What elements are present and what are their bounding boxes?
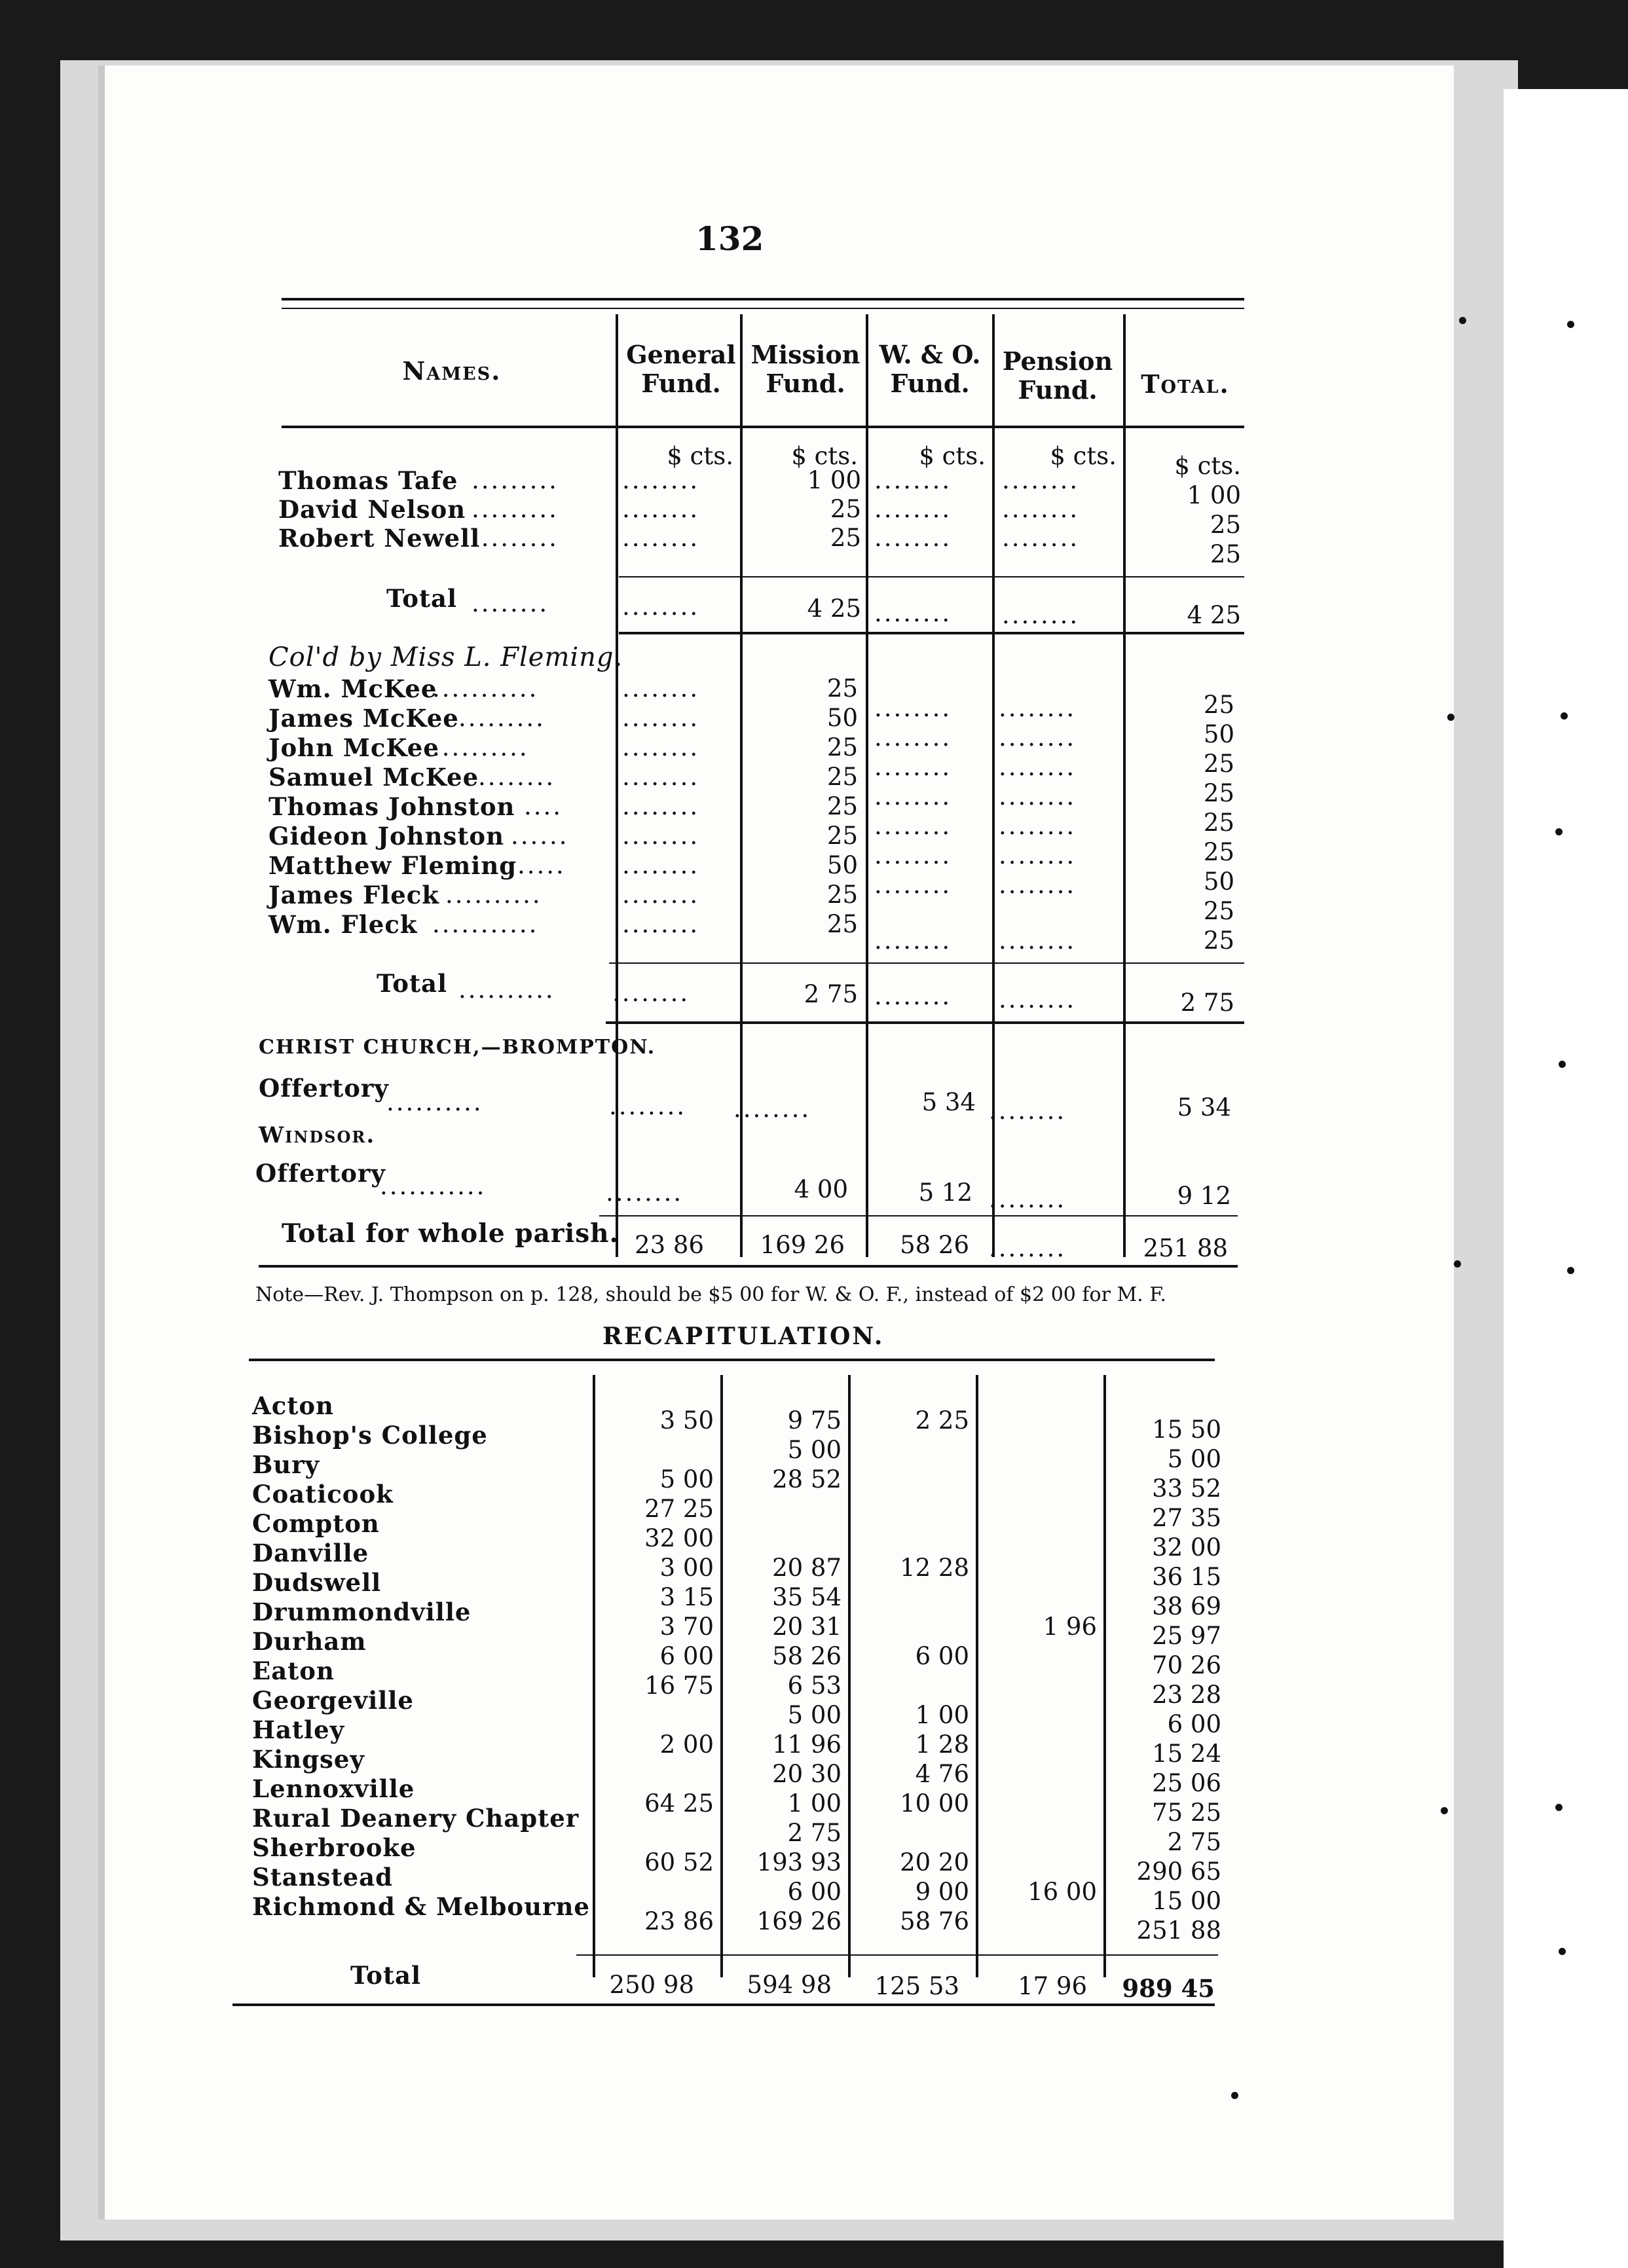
scan-speck [1555, 828, 1563, 835]
dot-leader: ........ [999, 694, 1077, 722]
table-cell: 5 12 [918, 1179, 972, 1207]
recap-mission: 5 00 [787, 1436, 842, 1464]
recap-name: Bury [252, 1450, 320, 1479]
dot-leader: .... [524, 792, 563, 820]
group-rule [619, 632, 1244, 634]
scan-speck [1559, 1948, 1566, 1955]
recap-total-general: 250 98 [609, 1971, 694, 1999]
recap-total: 33 52 [1152, 1474, 1221, 1503]
header-general-line2: Fund. [641, 369, 721, 398]
dot-leader: ........ [874, 871, 952, 899]
parish-rule [599, 1215, 1238, 1216]
dot-leader: ........ [999, 841, 1077, 869]
dot-leader: ......... [472, 495, 559, 523]
recap-mission: 20 87 [772, 1554, 842, 1582]
recap-total: 15 50 [1152, 1416, 1221, 1444]
recap-general: 3 15 [659, 1583, 714, 1611]
table-cell: 25 [830, 495, 861, 523]
header-mission-line2: Fund. [766, 369, 845, 398]
recap-general: 5 00 [659, 1465, 714, 1493]
total-label: Total [386, 584, 458, 613]
recap-wo: 58 76 [900, 1907, 969, 1935]
recap-mission: 169 26 [756, 1907, 842, 1935]
dot-leader: ........ [874, 723, 952, 752]
dot-leader: ........ [622, 495, 700, 523]
recap-total: 290 65 [1136, 1857, 1221, 1886]
list-item: Thomas Tafe [278, 466, 458, 495]
recap-total-rule [576, 1954, 1218, 1956]
recap-general: 3 50 [659, 1406, 714, 1435]
total-total: 4 25 [1187, 601, 1241, 629]
subtotal-rule [619, 576, 1244, 577]
table-cell: 50 [826, 851, 858, 879]
recap-general: 27 25 [644, 1495, 714, 1523]
table-cell: 25 [1203, 926, 1234, 955]
scan-speck [1459, 317, 1466, 324]
top-rule [282, 298, 1244, 301]
recap-name: Rural Deanery Chapter [252, 1804, 580, 1833]
table-cell: 50 [1203, 868, 1234, 896]
scan-speck [1559, 1061, 1566, 1068]
table-cell: 25 [826, 881, 858, 909]
list-item: John McKee [268, 733, 439, 762]
dot-leader: ........ [622, 822, 700, 850]
table-cell: 25 [830, 524, 861, 552]
recap-general: 16 75 [644, 1672, 714, 1700]
dot-leader: ......... [458, 704, 546, 732]
church-heading: CHRIST CHURCH,—BROMPTON. [259, 1036, 656, 1059]
recap-mission: 2 75 [787, 1819, 842, 1847]
recap-total: 36 15 [1152, 1563, 1221, 1591]
recap-general: 64 25 [644, 1789, 714, 1818]
scan-speck [1567, 321, 1574, 328]
recap-total: 75 25 [1152, 1799, 1221, 1827]
recap-total: 27 35 [1152, 1504, 1221, 1532]
list-item: Gideon Johnston [268, 822, 505, 850]
dot-leader: ........ [874, 841, 952, 869]
table-cell: 25 [1203, 897, 1234, 925]
list-item: Offertory [259, 1074, 389, 1103]
currency-wo: $ cts. [919, 442, 986, 470]
table-cell: 1 00 [1187, 481, 1241, 509]
dot-leader: ........ [874, 694, 952, 722]
dot-leader: ........... [432, 674, 539, 703]
total-mission: 2 75 [804, 980, 858, 1008]
scan-speck [1231, 2092, 1238, 2099]
recap-total-wo: 125 53 [874, 1972, 959, 2000]
list-item: Matthew Fleming [268, 851, 517, 880]
dot-leader: ........ [622, 851, 700, 879]
table-cell: 25 [826, 733, 858, 761]
dot-leader: ........ [622, 763, 700, 791]
recap-mission: 11 96 [772, 1730, 842, 1759]
subtotal-rule [609, 962, 1244, 964]
table-cell: 25 [826, 910, 858, 938]
dot-leader: ........ [622, 674, 700, 703]
recap-general: 23 86 [644, 1907, 714, 1935]
parish-total-label: Total for whole parish. [282, 1218, 620, 1249]
recap-wo: 12 28 [900, 1554, 969, 1582]
list-item: Samuel McKee [268, 763, 479, 792]
scan-speck [1454, 1260, 1461, 1268]
dot-leader: ........ [989, 1234, 1067, 1262]
parish-total-general: 23 86 [635, 1231, 704, 1259]
recap-col-line-1 [593, 1375, 595, 1977]
dot-leader: ........ [999, 782, 1077, 811]
dot-leader: ........ [622, 466, 700, 494]
recap-total: 251 88 [1136, 1916, 1221, 1945]
recap-general: 32 00 [644, 1524, 714, 1552]
recap-total: 2 75 [1167, 1828, 1221, 1856]
currency-pension: $ cts. [1050, 442, 1117, 470]
recap-name: Bishop's College [252, 1421, 488, 1450]
header-general-line1: General [626, 340, 736, 369]
dot-leader: ........ [1002, 601, 1080, 629]
scan-speck [1441, 1807, 1448, 1814]
recap-total: 23 28 [1152, 1681, 1221, 1709]
dot-leader: ........ [733, 1095, 811, 1123]
recap-mission: 6 53 [787, 1672, 842, 1700]
dot-leader: ........ [999, 812, 1077, 840]
recap-total-label: Total [350, 1961, 422, 1990]
recap-pension: 16 00 [1027, 1878, 1097, 1906]
dot-leader: ........ [874, 812, 952, 840]
recap-wo: 2 25 [915, 1406, 969, 1435]
currency-total: $ cts. [1174, 452, 1241, 480]
dot-leader: ........ [1002, 495, 1080, 523]
parish-total-wo: 58 26 [900, 1231, 969, 1259]
recap-total-mission: 594 98 [747, 1971, 832, 1999]
header-wo-line2: Fund. [890, 369, 970, 398]
header-names: Names. [402, 356, 502, 386]
currency-mission: $ cts. [791, 442, 858, 470]
recap-name: Lennoxville [252, 1774, 415, 1803]
recap-name: Compton [252, 1509, 380, 1538]
list-item: Wm. McKee [268, 674, 437, 703]
recap-general: 60 52 [644, 1848, 714, 1876]
currency-general: $ cts. [667, 442, 733, 470]
dot-leader: ........ [874, 495, 952, 523]
recap-col-line-5 [1103, 1375, 1106, 1977]
dot-leader: ........ [874, 753, 952, 781]
scan-speck [1567, 1267, 1574, 1274]
recap-name: Sherbrooke [252, 1833, 416, 1862]
recap-mission: 20 31 [772, 1613, 842, 1641]
recap-mission: 9 75 [787, 1406, 842, 1435]
scan-speck [1447, 714, 1454, 721]
recap-wo: 1 00 [915, 1701, 969, 1729]
recap-wo: 10 00 [900, 1789, 969, 1818]
recap-general: 6 00 [659, 1642, 714, 1670]
header-rule [282, 426, 1244, 428]
table-cell: 25 [826, 763, 858, 791]
recap-name: Hatley [252, 1715, 345, 1744]
recap-wo: 1 28 [915, 1730, 969, 1759]
dot-leader: ........ [472, 589, 549, 617]
dot-leader: ........ [622, 910, 700, 938]
header-pension-line2: Fund. [1018, 375, 1098, 405]
dot-leader: ........ [1002, 466, 1080, 494]
list-item: James McKee [268, 704, 459, 733]
parish-total-total: 251 88 [1143, 1234, 1228, 1262]
recap-name: Kingsey [252, 1745, 365, 1774]
recap-col-line-4 [976, 1375, 978, 1977]
list-item: Thomas Johnston [268, 792, 515, 821]
list-item: James Fleck [268, 881, 439, 909]
table-cell: 25 [1210, 540, 1241, 568]
header-mission-fund [743, 340, 868, 398]
dot-leader: ........ [609, 1092, 687, 1120]
table-cell: 25 [1203, 838, 1234, 866]
recap-name: Acton [252, 1391, 334, 1420]
recap-name: Eaton [252, 1656, 335, 1685]
dot-leader: ........ [606, 1179, 684, 1207]
header-wo-fund [868, 340, 992, 398]
dot-leader: ........ [999, 723, 1077, 752]
parish-bottom-rule [259, 1265, 1238, 1268]
recap-name: Danville [252, 1539, 369, 1567]
recap-total: 38 69 [1152, 1592, 1221, 1620]
list-item: David Nelson [278, 495, 466, 524]
table-cell: 25 [826, 792, 858, 820]
recap-wo: 9 00 [915, 1878, 969, 1906]
recap-total: 70 26 [1152, 1651, 1221, 1679]
dot-leader: ........ [874, 926, 952, 955]
recap-mission: 6 00 [787, 1878, 842, 1906]
group-rule [606, 1021, 1244, 1024]
recap-name: Stanstead [252, 1863, 393, 1892]
dot-leader: .......... [445, 881, 542, 909]
table-cell: 25 [826, 674, 858, 703]
dot-leader: ........ [874, 982, 952, 1010]
recap-pension: 1 96 [1043, 1613, 1097, 1641]
dot-leader: ........ [622, 704, 700, 732]
recap-general: 3 00 [659, 1554, 714, 1582]
dot-leader: ........ [478, 763, 556, 791]
header-wo-line1: W. & O. [879, 340, 981, 369]
recap-top-rule [249, 1359, 1215, 1361]
table-cell: 25 [1203, 691, 1234, 719]
table-cell: 50 [1203, 720, 1234, 748]
scan-speck [1561, 712, 1568, 720]
recap-mission: 1 00 [787, 1789, 842, 1818]
table-cell: 25 [1210, 511, 1241, 539]
recap-mission: 193 93 [756, 1848, 842, 1876]
dot-leader: .......... [432, 733, 529, 761]
dot-leader: ..... [517, 851, 566, 879]
recap-total: 5 00 [1167, 1445, 1221, 1473]
dot-leader: ........ [999, 985, 1077, 1014]
recap-total: 32 00 [1152, 1533, 1221, 1562]
dot-leader: ........ [622, 593, 700, 621]
footnote: Note—Rev. J. Thompson on p. 128, should be $5 00 for W. & O. F., instead of $2 00 for M. F. [255, 1283, 1166, 1306]
total-total: 2 75 [1180, 989, 1234, 1017]
dot-leader: ......... [472, 524, 559, 552]
list-item: Robert Newell [278, 524, 481, 553]
recap-general: 3 70 [659, 1613, 714, 1641]
recap-mission: 35 54 [772, 1583, 842, 1611]
table-cell: 9 12 [1177, 1182, 1231, 1210]
dot-leader: .......... [458, 976, 555, 1004]
collector-heading: Col'd by Miss L. Fleming. [268, 642, 623, 672]
facing-page-strip [1504, 89, 1628, 2268]
header-pension-line1: Pension [1002, 346, 1113, 376]
dot-leader: ........ [622, 792, 700, 820]
dot-leader: ........ [999, 926, 1077, 955]
dot-leader: ........ [622, 524, 700, 552]
table-cell: 1 00 [807, 466, 861, 494]
header-general-fund [619, 340, 743, 398]
recap-wo: 4 76 [915, 1760, 969, 1788]
page-number: 132 [695, 219, 764, 258]
recap-total: 25 97 [1152, 1622, 1221, 1650]
recap-mission: 28 52 [772, 1465, 842, 1493]
parish-total-mission: 169 26 [760, 1231, 845, 1259]
list-item: Offertory [255, 1159, 386, 1188]
recap-col-line-2 [720, 1375, 723, 1977]
dot-leader: ........ [1002, 524, 1080, 552]
recap-total: 15 24 [1152, 1740, 1221, 1768]
recap-name: Georgeville [252, 1686, 414, 1715]
header-total: Total. [1141, 369, 1230, 399]
recap-name: Durham [252, 1627, 367, 1656]
dot-leader: ........ [622, 733, 700, 761]
recap-mission: 20 30 [772, 1760, 842, 1788]
dot-leader: ......... [472, 466, 559, 494]
list-item: Wm. Fleck [268, 910, 418, 939]
dot-leader: ........ [874, 524, 952, 552]
table-cell: 25 [1203, 779, 1234, 807]
dot-leader: .......... [386, 1088, 483, 1116]
table-cell: 25 [1203, 750, 1234, 778]
recap-total: 25 06 [1152, 1769, 1221, 1797]
recap-col-line-3 [848, 1375, 851, 1977]
top-rule-second [282, 308, 1244, 309]
dot-leader: ........ [874, 782, 952, 811]
recap-name: Richmond & Melbourne [252, 1892, 590, 1921]
table-cell: 4 00 [794, 1175, 848, 1203]
dot-leader: ........ [622, 881, 700, 909]
header-pension-fund [992, 347, 1123, 405]
dot-leader: ........ [874, 599, 952, 627]
dot-leader: ........ [989, 1097, 1067, 1125]
windsor-heading: Windsor. [259, 1122, 376, 1148]
recap-name: Drummondville [252, 1598, 472, 1626]
table-cell: 5 34 [1177, 1093, 1231, 1122]
dot-leader: ........ [989, 1185, 1067, 1213]
scan-speck [1555, 1804, 1563, 1811]
recap-total: 6 00 [1167, 1710, 1221, 1738]
table-cell: 25 [1203, 809, 1234, 837]
recap-total: 15 00 [1152, 1887, 1221, 1915]
dot-leader: ........ [999, 753, 1077, 781]
dot-leader: ........... [432, 910, 539, 938]
dot-leader: ........ [999, 871, 1077, 899]
dot-leader: ........... [380, 1172, 487, 1200]
dot-leader: ........ [612, 979, 690, 1007]
recap-name: Dudswell [252, 1568, 382, 1597]
recap-mission: 5 00 [787, 1701, 842, 1729]
recap-title: RECAPITULATION. [602, 1323, 885, 1350]
recap-bottom-rule [232, 2003, 1215, 2006]
table-cell: 50 [826, 704, 858, 732]
recap-total-total: 989 45 [1122, 1974, 1215, 2003]
table-cell: 25 [826, 822, 858, 850]
recap-name: Coaticook [252, 1480, 394, 1509]
recap-total-pension: 17 96 [1018, 1972, 1087, 2000]
header-mission-line1: Mission [750, 340, 860, 369]
recap-wo: 6 00 [915, 1642, 969, 1670]
table-cell: 5 34 [921, 1088, 976, 1116]
dot-leader: ........ [874, 466, 952, 494]
total-label: Total [377, 969, 448, 998]
total-mission: 4 25 [807, 594, 861, 623]
recap-wo: 20 20 [900, 1848, 969, 1876]
recap-general: 2 00 [659, 1730, 714, 1759]
dot-leader: ...... [511, 822, 569, 850]
recap-mission: 58 26 [772, 1642, 842, 1670]
